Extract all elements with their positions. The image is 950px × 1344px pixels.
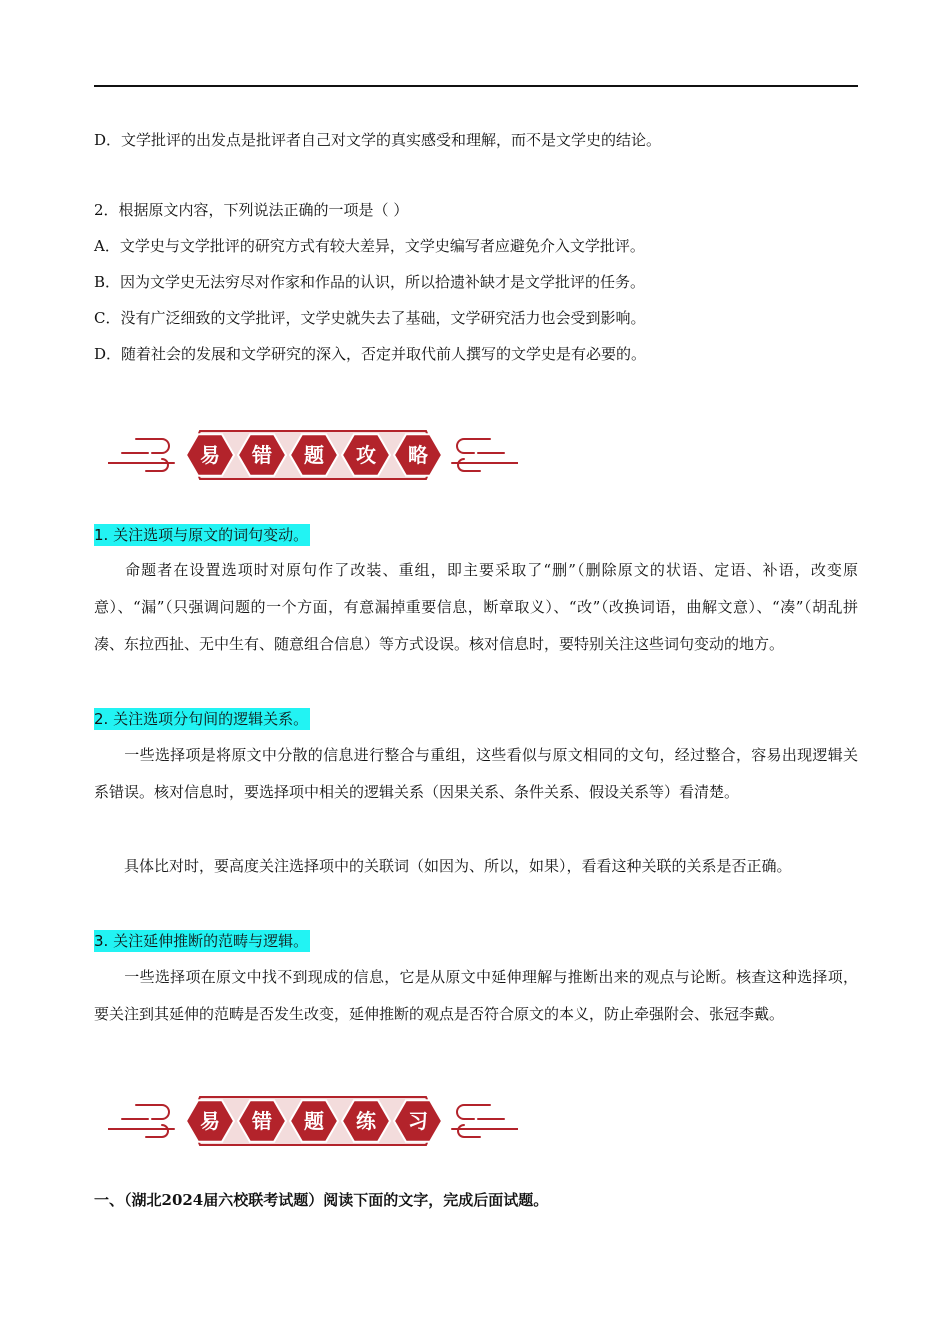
q2-stem: 2．根据原文内容，下列说法正确的一项是（ ） — [94, 201, 409, 219]
cloud-ornament-left — [108, 1105, 174, 1137]
tip-3-heading: 3. 关注延伸推断的范畴与逻辑。 — [94, 932, 309, 950]
section-title: 一、（湖北2024届六校联考试题）阅读下面的文字，完成后面试题。 — [94, 1191, 549, 1209]
banner1-char-5: 略 — [408, 443, 428, 467]
cloud-ornament-left — [108, 439, 174, 471]
banner1-char-4: 攻 — [356, 443, 376, 467]
banner2-char-4: 练 — [356, 1109, 376, 1133]
banner1-char-1: 易 — [200, 443, 220, 467]
banner-mistake-practice — [108, 1093, 518, 1149]
header-rule — [94, 85, 858, 87]
banner2-char-5: 习 — [408, 1109, 428, 1133]
q2-option-b: B．因为文学史无法穷尽对作家和作品的认识，所以拾遗补缺才是文学批评的任务。 — [94, 273, 646, 291]
q2-option-d: D．随着社会的发展和文学研究的深入，否定并取代前人撰写的文学史是有必要的。 — [94, 345, 647, 363]
tip-2-heading: 2. 关注选项分句间的逻辑关系。 — [94, 710, 309, 728]
banner2-char-1: 易 — [200, 1109, 220, 1133]
banner1-char-3: 题 — [304, 443, 324, 467]
tip-1-paragraph: 命题者在设置选项时对原句作了改装、重组，即主要采取了“删”（删除原文的状语、定语、补语，改变原意）、“漏”（只强调问题的一个方面，有意漏掉重要信息，断章取义）、“改”（改换词语，曲解文意）、“凑”（胡乱拼凑、东拉西扯、无中生有、随意组合信息）等方式设误。核对信息时，要特别关注这些词句变动的地方。 — [94, 561, 858, 653]
tip-2-paragraph-1: 一些选择项是将原文中分散的信息进行整合与重组，这些看似与原文相同的文句，经过整合，容易出现逻辑关系错误。核对信息时，要选择项中相关的逻辑关系（因果关系、条件关系、假设关系等）看清楚。 — [94, 746, 858, 801]
cloud-ornament-right — [452, 1105, 518, 1137]
banner2-char-3: 题 — [304, 1109, 324, 1133]
q2-option-a: A．文学史与文学批评的研究方式有较大差异，文学史编写者应避免介入文学批评。 — [94, 237, 645, 255]
cloud-ornament-right — [452, 439, 518, 471]
q2-option-c: C．没有广泛细致的文学批评，文学史就失去了基础，文学研究活力也会受到影响。 — [94, 309, 646, 327]
banner2-char-2: 错 — [252, 1109, 272, 1133]
tip-3-paragraph: 一些选择项在原文中找不到现成的信息，它是从原文中延伸理解与推断出来的观点与论断。核查这种选择项，要关注到其延伸的范畴是否发生改变，延伸推断的观点是否符合原文的本义，防止牵强附会、张冠李戴。 — [94, 968, 858, 1023]
q1-option-d: D．文学批评的出发点是批评者自己对文学的真实感受和理解，而不是文学史的结论。 — [94, 131, 662, 149]
tip-1-heading: 1. 关注选项与原文的词句变动。 — [94, 526, 309, 544]
tip-2-paragraph-2: 具体比对时，要高度关注选择项中的关联词（如因为、所以，如果），看看这种关联的关系是否正确。 — [124, 857, 792, 875]
banner-mistake-strategy — [108, 427, 518, 483]
banner1-char-2: 错 — [252, 443, 272, 467]
